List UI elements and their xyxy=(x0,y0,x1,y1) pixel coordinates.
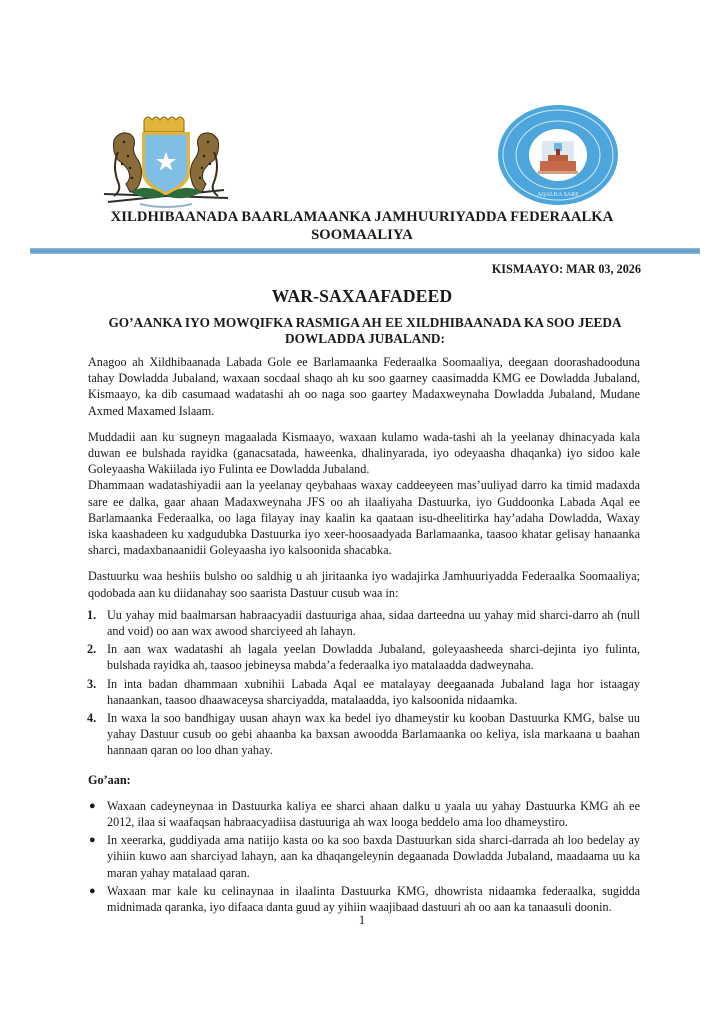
list-item xyxy=(88,641,640,673)
crown-icon xyxy=(144,117,184,132)
organization-title-line2: SOOMAALIYA xyxy=(311,227,413,243)
list-item-text: In inta badan dhammaan xubnihii Labada Aqal ee matalayay deegaanada Jubaland laga hor istaagay hanaankan, taasoo dhaawaceysa sharciyadda, matalaadda, iyo kalsoonida nidaamka. xyxy=(107,676,640,707)
paragraph-intro: Anagoo ah Xildhibaanada Labada Gole ee Barlamaanka Federaalka Soomaaliya, deegaan doorashadooduna tahay Dowladda Jubaland, waxaan socdaal shaqo ah ku soo gaarney caasimadda KMG ee Dowladda Jubaland, Kismaayo, ka dib casumaad wadatashi ah oo naga soo gaartey Madaxweynaha Dowladda Jubaland, Mudane Axmed Maxamed Islaam. xyxy=(88,355,640,418)
list-item-text: Waxaan cadeyneynaa in Dastuurka kaliya ee sharci ahaan dalku u yaala uu yahay Dastuurka KMG ah ee 2012, ilaa si waafaqsan habraacyadiisa dastuuriga ah wax looga beddelo ama loo dhameystiro. xyxy=(107,798,640,830)
subtitle-line1: GO’AANKA IYO MOWQIFKA RASMIGA AH EE XILDHIBAANADA KA SOO JEEDA xyxy=(108,315,622,330)
list-item xyxy=(88,832,640,881)
list-item-text: In xeerarka, guddiyada ama natiijo kasta oo ka soo baxda Dastuurkan sida sharci-darrada ah loo bedelay ay yihiin kuwo aan sharciyad lahayn, aan ka dhaqangeleynin degaanada Dowladda Jubaland, maadaama uu ka maran yahay matalaad qaran. xyxy=(107,833,640,880)
objections-list xyxy=(88,607,640,759)
list-item xyxy=(88,798,640,830)
list-item xyxy=(88,676,640,708)
organization-title xyxy=(40,208,684,244)
paragraph-findings: Dhammaan wadatashiyadii aan la yeelanay qeybahaas waxay caddeeyeen mas’uuliyad darro ka timid madaxda sare ee dalka, gaar ahaan Madaxweynaha JFS oo ah ilaaliyaha Dastuurka, iyo Guddoonka Labada Aqal ee Barlamaanka Federaalka, oo laga filayay inay kaalin ka qaataan isu-dheelitirka hay’adaha Dowladda, Waxay iska kaashadeen ku xadgudubka Dastuurka iyo xeer-hoosaadyada Barlamaanka, taasoo khatar gelisay hanaanka sharci, madaxbanaanidii Goleyaasha iyo kalsoonida shacabka. xyxy=(88,478,640,558)
document-body xyxy=(88,354,640,917)
dateline: KISMAAYO: MAR 03, 2026 xyxy=(491,262,641,276)
list-item-number: 3. xyxy=(87,676,97,691)
list-item-text: In waxa la soo bandhigay uusan ahayn wax ka bedel iyo dhameystir ku kooban Dastuurka KMG, balse uu yahay Dastuur cusub oo gebi ahaanba ka baxsan awoodda Barlamaanka oo keliya, isla markaana u baahan hannaan qaran oo loo dhan yahay. xyxy=(107,711,640,758)
coat-of-arms-logo xyxy=(100,112,232,212)
shield-icon xyxy=(142,132,190,196)
list-item-number: 1. xyxy=(87,607,97,622)
leopard-right-icon xyxy=(190,133,218,196)
upper-house-seal-logo xyxy=(496,103,620,207)
list-item-text: In aan wax wadatashi ah lagala yeelan Dowladda Jubaland, goleyaasheeda sharci-dejinta iyo fulinta, bulshada rayidka ah, taasoo jebineysa mabda’a federaalka iyo matalaadda dadweynaha. xyxy=(107,642,640,673)
list-item-number: 4. xyxy=(87,711,97,726)
list-item xyxy=(88,883,640,915)
paragraph-constitution: Dastuurku waa heshiis bulsho oo saldhig u ah jiritaanka iyo wadajirka Jamhuuriyadda Federaalka Soomaaliya; qodobada aan ku diidanahay soo saarista Dastuur cusub waa in: xyxy=(88,569,640,600)
resolutions-list xyxy=(88,798,640,915)
list-item xyxy=(88,710,640,759)
page-number: 1 xyxy=(358,913,366,927)
resolutions-heading: Go’aan: xyxy=(88,772,131,787)
header-divider xyxy=(30,248,700,254)
subtitle-line2: DOWLADDA JUBALAND: xyxy=(285,331,445,346)
list-item-number: 2. xyxy=(87,642,97,657)
leopard-left-icon xyxy=(114,133,142,196)
list-item-text: Waxaan mar kale ku celinaynaa in ilaalinta Dastuurka KMG, dhowrista nidaamka federaalka, sugidda midnimada qaranka, iyo difaaca danta guud ay yihiin waajibaad dastuuri ah oo aan ka tanaasuli doonin. xyxy=(107,883,640,915)
document-subtitle xyxy=(70,315,660,347)
seal-footer-text: AQALKA SARE xyxy=(537,192,579,198)
bullet-icon: ● xyxy=(89,884,96,897)
coat-of-arms-icon xyxy=(100,112,232,212)
document-title: WAR-SAXAAFADEED xyxy=(271,286,453,306)
bullet-icon: ● xyxy=(89,834,96,847)
organization-title-line1: XILDHIBAANADA BAARLAMAANKA JAMHUURIYADDA FEDERAALKA xyxy=(110,209,614,225)
list-item-text: Uu yahay mid baalmarsan habraacyadii dastuuriga ahaa, sidaa darteedna uu yahay mid sharci-darro ah (null and void) oo aan wax awood sharciyeed ah lahayn. xyxy=(107,607,640,639)
bullet-icon: ● xyxy=(89,799,96,812)
paragraph-consultations: Muddadii aan ku sugneyn magaalada Kismaayo, waxaan kulamo wada-tashi ah la yeelanay dhinacyada kala duwan ee bulshada rayidka (ganacsatada, haweenka, dhalinyarada, iyo odeyaasha dhaqanka) iyo sidoo kale Goleyaasha Wakiilada iyo Fulinta ee Dowladda Jubaland. xyxy=(88,429,640,477)
list-item xyxy=(88,607,640,639)
upper-house-seal-icon xyxy=(496,103,620,207)
